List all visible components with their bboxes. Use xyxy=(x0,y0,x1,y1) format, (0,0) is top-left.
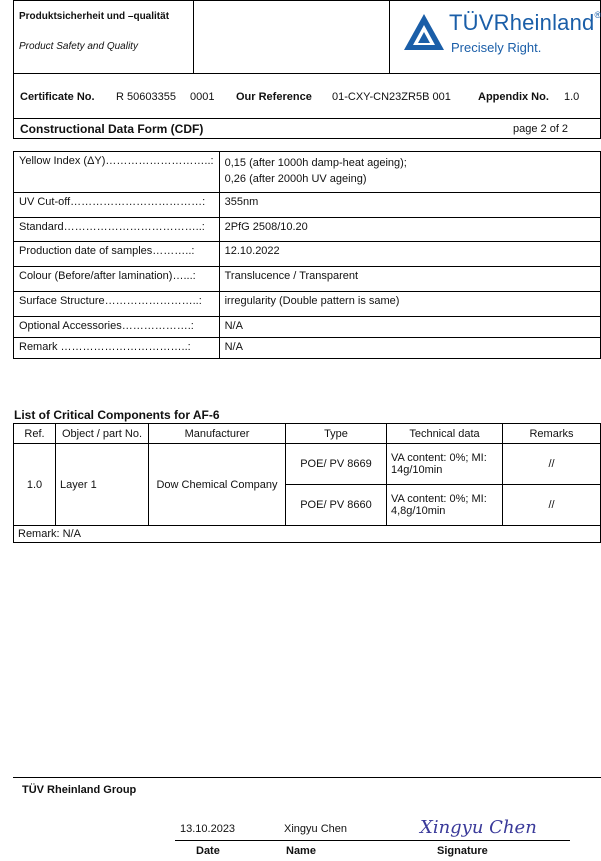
signature-text: Xingyu Chen xyxy=(420,817,537,838)
column-header: Technical data xyxy=(387,424,503,444)
footer-date: 13.10.2023 xyxy=(180,823,236,835)
technical-data-cell xyxy=(387,485,503,526)
footer-divider xyxy=(13,777,601,778)
table-row xyxy=(14,193,601,218)
signature-label: Signature xyxy=(437,845,488,857)
cdf-value-line: 0,15 (after 1000h damp-heat ageing); xyxy=(224,157,407,169)
table-row xyxy=(14,444,601,485)
cdf-value-line: 0,26 (after 2000h UV ageing) xyxy=(224,173,367,185)
technical-data-line: VA content: 0%; MI: xyxy=(391,493,487,505)
table-row xyxy=(14,526,601,543)
technical-data-cell xyxy=(387,444,503,485)
cdf-value: N/A xyxy=(219,338,600,359)
components-table xyxy=(13,423,601,543)
table-row xyxy=(14,317,601,338)
technical-data-line: 14g/10min xyxy=(391,464,443,476)
cdf-label: Standard………………………………..: xyxy=(14,218,220,242)
certificate-number: R 50603355 xyxy=(116,91,176,103)
certificate-label: Certificate No. xyxy=(20,91,95,103)
column-header: Manufacturer xyxy=(149,424,286,444)
table-header-row xyxy=(14,424,601,444)
logo-tagline: Precisely Right. xyxy=(451,40,542,55)
cdf-value: 12.10.2022 xyxy=(219,242,600,267)
cdf-label: Colour (Before/after lamination)…...: xyxy=(14,267,220,292)
cdf-label: Remark ……………………………..: xyxy=(14,338,220,359)
footer-group: TÜV Rheinland Group xyxy=(22,784,137,796)
header-title-de: Produktsicherheit und –qualität xyxy=(19,11,170,22)
cdf-label: Surface Structure……………………..: xyxy=(14,292,220,317)
table-row xyxy=(14,152,601,193)
table-row xyxy=(14,338,601,359)
reference-label: Our Reference xyxy=(236,91,312,103)
column-header: Object / part No. xyxy=(56,424,149,444)
footer-name: Xingyu Chen xyxy=(284,823,347,835)
cdf-label: Production date of samples………..: xyxy=(14,242,220,267)
cdf-value: 355nm xyxy=(219,193,600,218)
table-row xyxy=(14,242,601,267)
table-row xyxy=(14,267,601,292)
page-indicator: page 2 of 2 xyxy=(513,123,569,135)
certificate-sequence: 0001 xyxy=(190,91,215,103)
ref-cell: 1.0 xyxy=(14,444,56,526)
signature-line xyxy=(175,840,570,841)
header-divider-1 xyxy=(193,0,194,74)
form-title: Constructional Data Form (CDF) xyxy=(20,122,204,136)
cdf-table xyxy=(13,151,601,359)
technical-data-line: VA content: 0%; MI: xyxy=(391,452,487,464)
appendix-label: Appendix No. xyxy=(478,91,549,103)
cdf-label: UV Cut-off………………………………: xyxy=(14,193,220,218)
technical-data-line: 4,8g/10min xyxy=(391,505,446,517)
certificate-divider xyxy=(13,118,601,119)
manufacturer-cell: Dow Chemical Company xyxy=(149,444,286,526)
cdf-value: 2PfG 2508/10.20 xyxy=(219,218,600,242)
logo-brand: TÜVRheinland xyxy=(449,10,595,35)
column-header: Type xyxy=(286,424,387,444)
header-divider-2 xyxy=(389,0,390,74)
header-title-en: Product Safety and Quality xyxy=(19,41,138,52)
object-cell: Layer 1 xyxy=(56,444,149,526)
reference-value: 01-CXY-CN23ZR5B 001 xyxy=(332,91,451,103)
name-label: Name xyxy=(286,845,316,857)
cdf-label: Optional Accessories……………….: xyxy=(14,317,220,338)
logo-reg: ® xyxy=(594,10,601,20)
cdf-value: N/A xyxy=(219,317,600,338)
signature-icon xyxy=(418,811,548,839)
tuv-triangle-icon xyxy=(404,14,444,50)
cdf-value: Translucence / Transparent xyxy=(219,267,600,292)
appendix-value: 1.0 xyxy=(564,91,580,103)
cdf-value: irregularity (Double pattern is same) xyxy=(219,292,600,317)
table-row xyxy=(14,292,601,317)
date-label: Date xyxy=(196,845,220,857)
remarks-cell: // xyxy=(503,485,601,526)
remarks-cell: // xyxy=(503,444,601,485)
signature-image xyxy=(418,811,548,839)
cdf-label: Yellow Index (ΔY)………………………..: xyxy=(14,152,220,193)
components-remark: Remark: N/A xyxy=(14,526,601,543)
table-row xyxy=(14,218,601,242)
tuv-logo xyxy=(404,10,601,62)
cdf-value xyxy=(219,152,600,193)
column-header: Remarks xyxy=(503,424,601,444)
components-title: List of Critical Components for AF-6 xyxy=(14,408,220,422)
column-header: Ref. xyxy=(14,424,56,444)
type-cell: POE/ PV 8660 xyxy=(286,485,387,526)
type-cell: POE/ PV 8669 xyxy=(286,444,387,485)
